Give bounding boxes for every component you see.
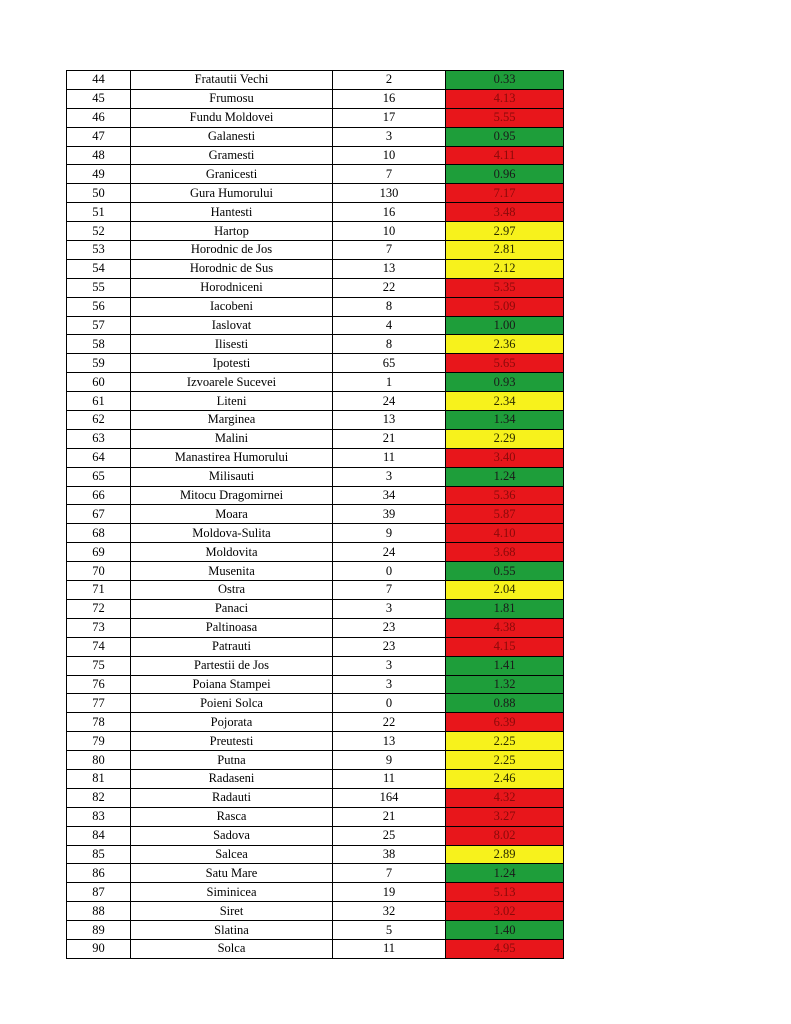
table-row bbox=[67, 203, 564, 222]
rate-cell: 2.46 bbox=[446, 769, 564, 788]
table-row bbox=[67, 656, 564, 675]
row-number-cell: 63 bbox=[67, 429, 131, 448]
count-cell: 21 bbox=[333, 429, 446, 448]
row-number-cell: 54 bbox=[67, 259, 131, 278]
count-cell: 65 bbox=[333, 354, 446, 373]
locality-name-cell: Milisauti bbox=[131, 467, 333, 486]
row-number-cell: 85 bbox=[67, 845, 131, 864]
table-row bbox=[67, 675, 564, 694]
row-number-cell: 83 bbox=[67, 807, 131, 826]
row-number-cell: 56 bbox=[67, 297, 131, 316]
rate-cell: 1.32 bbox=[446, 675, 564, 694]
count-cell: 164 bbox=[333, 788, 446, 807]
count-cell: 21 bbox=[333, 807, 446, 826]
count-cell: 22 bbox=[333, 713, 446, 732]
rate-cell: 2.12 bbox=[446, 259, 564, 278]
row-number-cell: 60 bbox=[67, 373, 131, 392]
count-cell: 3 bbox=[333, 599, 446, 618]
table-row bbox=[67, 448, 564, 467]
locality-name-cell: Salcea bbox=[131, 845, 333, 864]
locality-name-cell: Izvoarele Sucevei bbox=[131, 373, 333, 392]
localities-table bbox=[66, 70, 564, 959]
table-row bbox=[67, 429, 564, 448]
table-row bbox=[67, 864, 564, 883]
row-number-cell: 81 bbox=[67, 769, 131, 788]
count-cell: 16 bbox=[333, 89, 446, 108]
count-cell: 3 bbox=[333, 675, 446, 694]
rate-cell: 2.25 bbox=[446, 732, 564, 751]
locality-name-cell: Iaslovat bbox=[131, 316, 333, 335]
rate-cell: 1.40 bbox=[446, 921, 564, 940]
table-row bbox=[67, 694, 564, 713]
count-cell: 7 bbox=[333, 241, 446, 260]
table-row bbox=[67, 278, 564, 297]
rate-cell: 2.29 bbox=[446, 429, 564, 448]
locality-name-cell: Paltinoasa bbox=[131, 618, 333, 637]
locality-name-cell: Siminicea bbox=[131, 883, 333, 902]
locality-name-cell: Fundu Moldovei bbox=[131, 108, 333, 127]
rate-cell: 6.39 bbox=[446, 713, 564, 732]
table-row bbox=[67, 939, 564, 958]
count-cell: 1 bbox=[333, 373, 446, 392]
locality-name-cell: Slatina bbox=[131, 921, 333, 940]
table-row bbox=[67, 241, 564, 260]
row-number-cell: 58 bbox=[67, 335, 131, 354]
rate-cell: 1.41 bbox=[446, 656, 564, 675]
table-row bbox=[67, 259, 564, 278]
rate-cell: 3.27 bbox=[446, 807, 564, 826]
table-row bbox=[67, 165, 564, 184]
row-number-cell: 90 bbox=[67, 939, 131, 958]
locality-name-cell: Pojorata bbox=[131, 713, 333, 732]
rate-cell: 5.36 bbox=[446, 486, 564, 505]
table-row bbox=[67, 524, 564, 543]
table-row bbox=[67, 902, 564, 921]
row-number-cell: 61 bbox=[67, 392, 131, 411]
row-number-cell: 86 bbox=[67, 864, 131, 883]
locality-name-cell: Poieni Solca bbox=[131, 694, 333, 713]
locality-name-cell: Marginea bbox=[131, 411, 333, 430]
table-row bbox=[67, 354, 564, 373]
count-cell: 24 bbox=[333, 392, 446, 411]
locality-name-cell: Rasca bbox=[131, 807, 333, 826]
rate-cell: 0.96 bbox=[446, 165, 564, 184]
table-row bbox=[67, 127, 564, 146]
rate-cell: 2.34 bbox=[446, 392, 564, 411]
table-row bbox=[67, 505, 564, 524]
locality-name-cell: Hantesti bbox=[131, 203, 333, 222]
row-number-cell: 49 bbox=[67, 165, 131, 184]
table-row bbox=[67, 788, 564, 807]
rate-cell: 5.55 bbox=[446, 108, 564, 127]
locality-name-cell: Moldova-Sulita bbox=[131, 524, 333, 543]
count-cell: 32 bbox=[333, 902, 446, 921]
row-number-cell: 82 bbox=[67, 788, 131, 807]
count-cell: 11 bbox=[333, 448, 446, 467]
table-row bbox=[67, 599, 564, 618]
table-row bbox=[67, 486, 564, 505]
locality-name-cell: Mitocu Dragomirnei bbox=[131, 486, 333, 505]
row-number-cell: 74 bbox=[67, 637, 131, 656]
count-cell: 9 bbox=[333, 751, 446, 770]
table-row bbox=[67, 543, 564, 562]
locality-name-cell: Fratautii Vechi bbox=[131, 71, 333, 90]
rate-cell: 1.81 bbox=[446, 599, 564, 618]
table-row bbox=[67, 222, 564, 241]
row-number-cell: 89 bbox=[67, 921, 131, 940]
locality-name-cell: Frumosu bbox=[131, 89, 333, 108]
rate-cell: 4.95 bbox=[446, 939, 564, 958]
row-number-cell: 55 bbox=[67, 278, 131, 297]
table-row bbox=[67, 71, 564, 90]
table-row bbox=[67, 108, 564, 127]
row-number-cell: 84 bbox=[67, 826, 131, 845]
row-number-cell: 45 bbox=[67, 89, 131, 108]
locality-name-cell: Horodnic de Sus bbox=[131, 259, 333, 278]
table-row bbox=[67, 392, 564, 411]
locality-name-cell: Manastirea Humorului bbox=[131, 448, 333, 467]
rate-cell: 2.36 bbox=[446, 335, 564, 354]
count-cell: 23 bbox=[333, 637, 446, 656]
row-number-cell: 48 bbox=[67, 146, 131, 165]
table-row bbox=[67, 581, 564, 600]
row-number-cell: 88 bbox=[67, 902, 131, 921]
count-cell: 0 bbox=[333, 694, 446, 713]
row-number-cell: 77 bbox=[67, 694, 131, 713]
count-cell: 39 bbox=[333, 505, 446, 524]
rate-cell: 4.32 bbox=[446, 788, 564, 807]
table-row bbox=[67, 807, 564, 826]
locality-name-cell: Satu Mare bbox=[131, 864, 333, 883]
locality-name-cell: Horodnic de Jos bbox=[131, 241, 333, 260]
count-cell: 3 bbox=[333, 127, 446, 146]
count-cell: 10 bbox=[333, 146, 446, 165]
rate-cell: 2.04 bbox=[446, 581, 564, 600]
locality-name-cell: Radauti bbox=[131, 788, 333, 807]
rate-cell: 5.13 bbox=[446, 883, 564, 902]
table-row bbox=[67, 769, 564, 788]
rate-cell: 3.40 bbox=[446, 448, 564, 467]
rate-cell: 0.93 bbox=[446, 373, 564, 392]
rate-cell: 4.15 bbox=[446, 637, 564, 656]
count-cell: 19 bbox=[333, 883, 446, 902]
count-cell: 10 bbox=[333, 222, 446, 241]
count-cell: 3 bbox=[333, 467, 446, 486]
count-cell: 2 bbox=[333, 71, 446, 90]
count-cell: 8 bbox=[333, 297, 446, 316]
locality-name-cell: Liteni bbox=[131, 392, 333, 411]
locality-name-cell: Hartop bbox=[131, 222, 333, 241]
table-row bbox=[67, 883, 564, 902]
table-row bbox=[67, 845, 564, 864]
rate-cell: 5.35 bbox=[446, 278, 564, 297]
rate-cell: 4.10 bbox=[446, 524, 564, 543]
count-cell: 22 bbox=[333, 278, 446, 297]
row-number-cell: 62 bbox=[67, 411, 131, 430]
count-cell: 8 bbox=[333, 335, 446, 354]
rate-cell: 4.13 bbox=[446, 89, 564, 108]
row-number-cell: 71 bbox=[67, 581, 131, 600]
locality-name-cell: Putna bbox=[131, 751, 333, 770]
count-cell: 5 bbox=[333, 921, 446, 940]
row-number-cell: 53 bbox=[67, 241, 131, 260]
row-number-cell: 50 bbox=[67, 184, 131, 203]
table-row bbox=[67, 146, 564, 165]
locality-name-cell: Gura Humorului bbox=[131, 184, 333, 203]
table-row bbox=[67, 297, 564, 316]
row-number-cell: 78 bbox=[67, 713, 131, 732]
table-row bbox=[67, 826, 564, 845]
locality-name-cell: Sadova bbox=[131, 826, 333, 845]
locality-name-cell: Poiana Stampei bbox=[131, 675, 333, 694]
locality-name-cell: Gramesti bbox=[131, 146, 333, 165]
count-cell: 9 bbox=[333, 524, 446, 543]
locality-name-cell: Moara bbox=[131, 505, 333, 524]
count-cell: 13 bbox=[333, 259, 446, 278]
locality-name-cell: Malini bbox=[131, 429, 333, 448]
rate-cell: 5.87 bbox=[446, 505, 564, 524]
row-number-cell: 64 bbox=[67, 448, 131, 467]
rate-cell: 2.97 bbox=[446, 222, 564, 241]
count-cell: 7 bbox=[333, 581, 446, 600]
rate-cell: 1.24 bbox=[446, 864, 564, 883]
count-cell: 3 bbox=[333, 656, 446, 675]
rate-cell: 0.55 bbox=[446, 562, 564, 581]
table-row bbox=[67, 184, 564, 203]
count-cell: 7 bbox=[333, 165, 446, 184]
locality-name-cell: Ipotesti bbox=[131, 354, 333, 373]
table-row bbox=[67, 562, 564, 581]
locality-name-cell: Partestii de Jos bbox=[131, 656, 333, 675]
row-number-cell: 87 bbox=[67, 883, 131, 902]
count-cell: 0 bbox=[333, 562, 446, 581]
row-number-cell: 68 bbox=[67, 524, 131, 543]
count-cell: 7 bbox=[333, 864, 446, 883]
row-number-cell: 59 bbox=[67, 354, 131, 373]
locality-name-cell: Ostra bbox=[131, 581, 333, 600]
row-number-cell: 57 bbox=[67, 316, 131, 335]
count-cell: 17 bbox=[333, 108, 446, 127]
locality-name-cell: Solca bbox=[131, 939, 333, 958]
count-cell: 130 bbox=[333, 184, 446, 203]
locality-name-cell: Moldovita bbox=[131, 543, 333, 562]
locality-name-cell: Ilisesti bbox=[131, 335, 333, 354]
rate-cell: 3.68 bbox=[446, 543, 564, 562]
row-number-cell: 73 bbox=[67, 618, 131, 637]
count-cell: 11 bbox=[333, 939, 446, 958]
table-row bbox=[67, 411, 564, 430]
row-number-cell: 46 bbox=[67, 108, 131, 127]
row-number-cell: 47 bbox=[67, 127, 131, 146]
count-cell: 25 bbox=[333, 826, 446, 845]
rate-cell: 0.88 bbox=[446, 694, 564, 713]
row-number-cell: 65 bbox=[67, 467, 131, 486]
table-row bbox=[67, 637, 564, 656]
row-number-cell: 79 bbox=[67, 732, 131, 751]
count-cell: 11 bbox=[333, 769, 446, 788]
row-number-cell: 51 bbox=[67, 203, 131, 222]
locality-name-cell: Preutesti bbox=[131, 732, 333, 751]
locality-name-cell: Granicesti bbox=[131, 165, 333, 184]
row-number-cell: 72 bbox=[67, 599, 131, 618]
rate-cell: 3.48 bbox=[446, 203, 564, 222]
locality-name-cell: Radaseni bbox=[131, 769, 333, 788]
locality-name-cell: Iacobeni bbox=[131, 297, 333, 316]
row-number-cell: 70 bbox=[67, 562, 131, 581]
rate-cell: 8.02 bbox=[446, 826, 564, 845]
rate-cell: 2.25 bbox=[446, 751, 564, 770]
row-number-cell: 52 bbox=[67, 222, 131, 241]
table-row bbox=[67, 89, 564, 108]
count-cell: 4 bbox=[333, 316, 446, 335]
rate-cell: 5.09 bbox=[446, 297, 564, 316]
rate-cell: 4.11 bbox=[446, 146, 564, 165]
table-row bbox=[67, 921, 564, 940]
row-number-cell: 76 bbox=[67, 675, 131, 694]
locality-name-cell: Siret bbox=[131, 902, 333, 921]
count-cell: 13 bbox=[333, 411, 446, 430]
count-cell: 34 bbox=[333, 486, 446, 505]
rate-cell: 0.33 bbox=[446, 71, 564, 90]
rate-cell: 2.89 bbox=[446, 845, 564, 864]
row-number-cell: 66 bbox=[67, 486, 131, 505]
table-row bbox=[67, 751, 564, 770]
locality-name-cell: Musenita bbox=[131, 562, 333, 581]
count-cell: 16 bbox=[333, 203, 446, 222]
rate-cell: 4.38 bbox=[446, 618, 564, 637]
locality-name-cell: Horodniceni bbox=[131, 278, 333, 297]
table-row bbox=[67, 618, 564, 637]
rate-cell: 1.24 bbox=[446, 467, 564, 486]
rate-cell: 2.81 bbox=[446, 241, 564, 260]
rate-cell: 7.17 bbox=[446, 184, 564, 203]
count-cell: 23 bbox=[333, 618, 446, 637]
rate-cell: 1.34 bbox=[446, 411, 564, 430]
rate-cell: 3.02 bbox=[446, 902, 564, 921]
table-row bbox=[67, 732, 564, 751]
row-number-cell: 67 bbox=[67, 505, 131, 524]
row-number-cell: 75 bbox=[67, 656, 131, 675]
locality-name-cell: Patrauti bbox=[131, 637, 333, 656]
count-cell: 13 bbox=[333, 732, 446, 751]
row-number-cell: 44 bbox=[67, 71, 131, 90]
table-row bbox=[67, 467, 564, 486]
locality-name-cell: Panaci bbox=[131, 599, 333, 618]
rate-cell: 0.95 bbox=[446, 127, 564, 146]
table-row bbox=[67, 335, 564, 354]
locality-name-cell: Galanesti bbox=[131, 127, 333, 146]
row-number-cell: 69 bbox=[67, 543, 131, 562]
table-row bbox=[67, 373, 564, 392]
table-body bbox=[67, 71, 564, 959]
count-cell: 24 bbox=[333, 543, 446, 562]
rate-cell: 5.65 bbox=[446, 354, 564, 373]
table-row bbox=[67, 316, 564, 335]
row-number-cell: 80 bbox=[67, 751, 131, 770]
rate-cell: 1.00 bbox=[446, 316, 564, 335]
table-row bbox=[67, 713, 564, 732]
count-cell: 38 bbox=[333, 845, 446, 864]
